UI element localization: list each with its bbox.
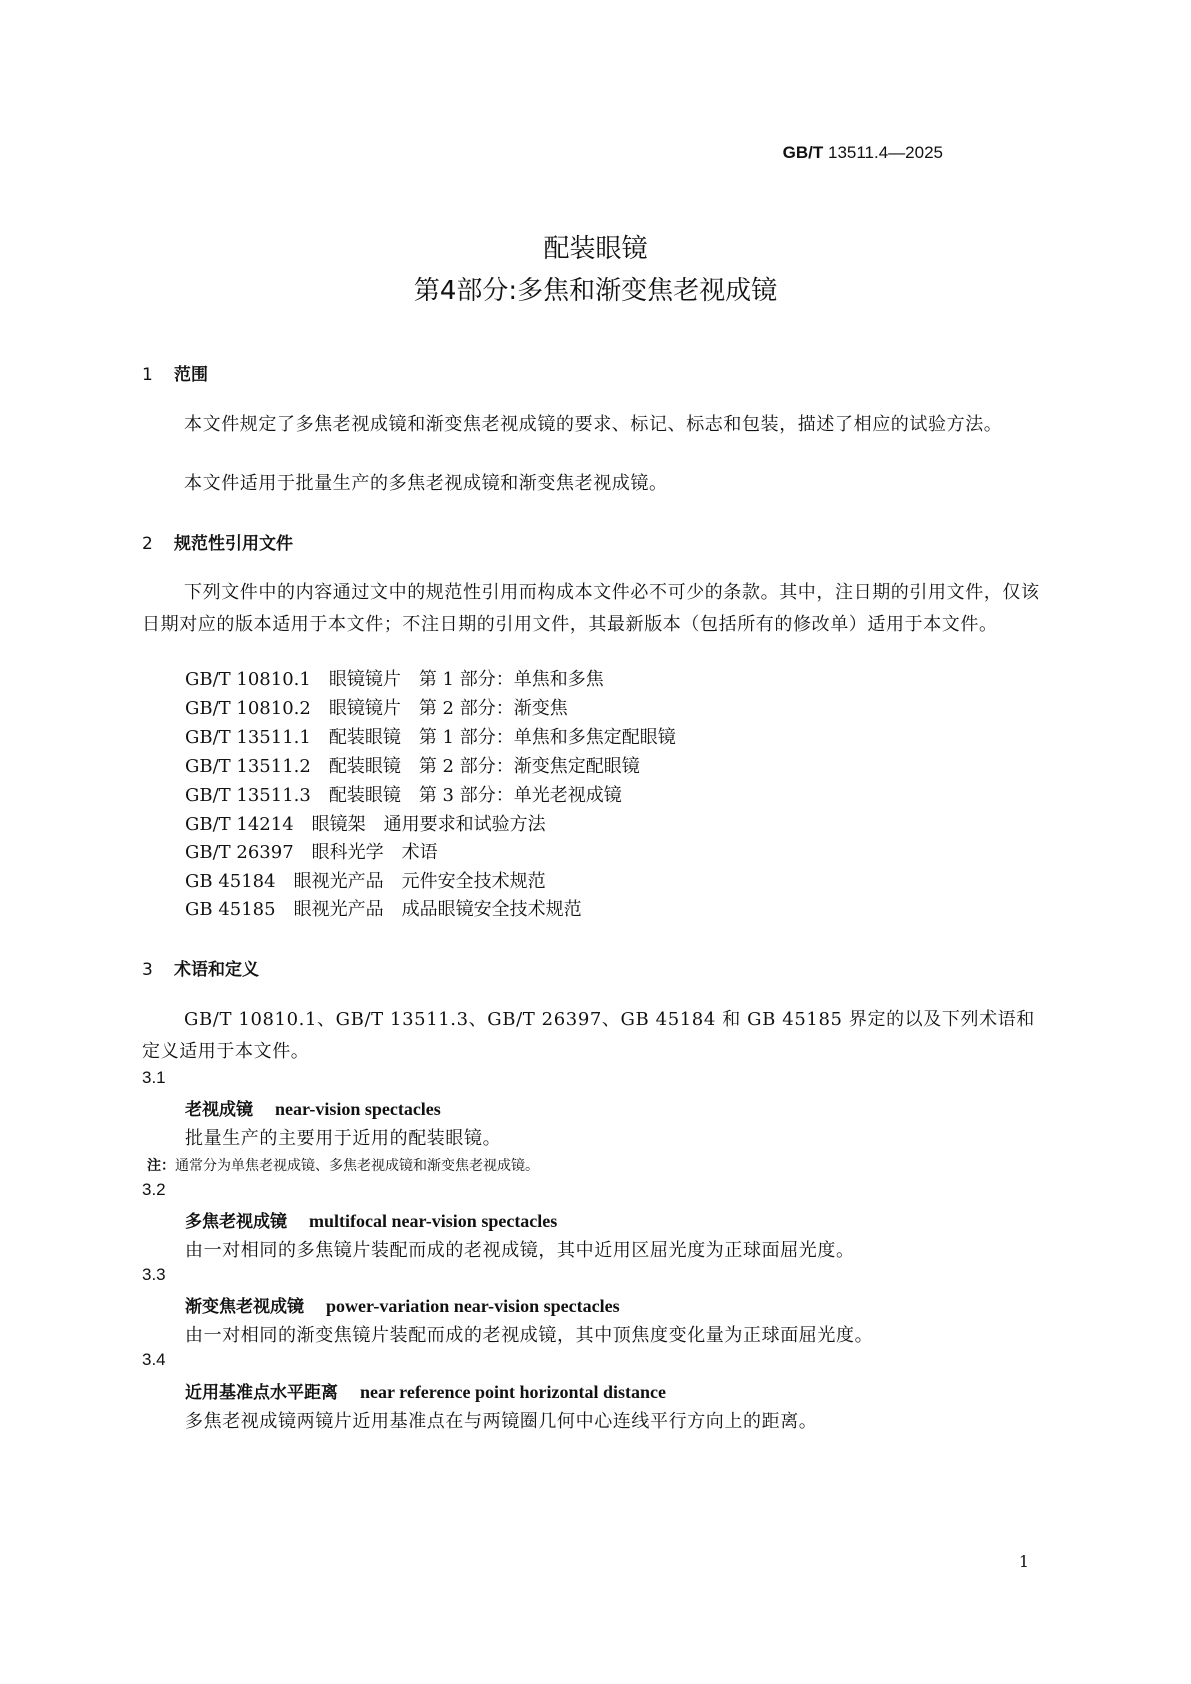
- term-note: [147, 1155, 539, 1175]
- term-number: 3.1: [142, 1068, 166, 1087]
- title-main: 配装眼镜: [543, 234, 648, 264]
- reference-item: GB/T 13511.3 配装眼镜 第 3 部分：单光老视成镜: [185, 785, 622, 806]
- reference-item: GB/T 10810.1 眼镜镜片 第 1 部分：单焦和多焦: [185, 669, 604, 690]
- reference-item: GB/T 13511.2 配装眼镜 第 2 部分：渐变焦定配眼镜: [185, 756, 640, 777]
- term-heading: [185, 1378, 666, 1403]
- section-1-heading: [142, 360, 208, 385]
- term-chinese: 渐变焦老视成镜: [185, 1297, 304, 1317]
- section-number: 3: [142, 960, 153, 980]
- reference-item: GB/T 10810.2 眼镜镜片 第 2 部分：渐变焦: [185, 698, 568, 719]
- term-english: multifocal near-vision spectacles: [309, 1211, 558, 1231]
- term-heading: [185, 1292, 620, 1317]
- reference-item: GB/T 14214 眼镜架 通用要求和试验方法: [185, 814, 546, 835]
- section-title: 规范性引用文件: [174, 534, 293, 554]
- term-definition: 由一对相同的多焦镜片装配而成的老视成镜，其中近用区屈光度为正球面屈光度。: [185, 1240, 855, 1261]
- page-number: 1: [1018, 1552, 1029, 1571]
- note-text: 通常分为单焦老视成镜、多焦老视成镜和渐变焦老视成镜。: [175, 1158, 539, 1174]
- term-definition: 多焦老视成镜两镜片近用基准点在与两镜圈几何中心连线平行方向上的距离。: [185, 1411, 818, 1432]
- reference-item: GB 45185 眼视光产品 成品眼镜安全技术规范: [185, 899, 582, 920]
- section-number: 1: [142, 365, 153, 385]
- term-heading: [185, 1207, 557, 1232]
- term-definition: 由一对相同的渐变焦镜片装配而成的老视成镜，其中顶焦度变化量为正球面屈光度。: [185, 1325, 874, 1346]
- section-3-heading: [142, 955, 259, 980]
- term-chinese: 多焦老视成镜: [185, 1212, 287, 1232]
- term-english: power-variation near-vision spectacles: [326, 1296, 620, 1316]
- scope-paragraph-2: 本文件适用于批量生产的多焦老视成镜和渐变焦老视成镜。: [184, 473, 668, 494]
- section-number: 2: [142, 534, 153, 554]
- term-heading: [185, 1095, 441, 1120]
- term-number: 3.2: [142, 1180, 166, 1199]
- title-part: 第4部分:多焦和渐变焦老视成镜: [413, 276, 778, 306]
- term-english: near reference point horizontal distance: [360, 1382, 666, 1402]
- reference-item: GB/T 13511.1 配装眼镜 第 1 部分：单焦和多焦定配眼镜: [185, 727, 676, 748]
- term-number: 3.4: [142, 1350, 166, 1369]
- section-2-heading: [142, 529, 293, 554]
- code-prefix: GB/T: [782, 143, 824, 162]
- section-title: 术语和定义: [174, 960, 259, 980]
- references-intro: 下列文件中的内容通过文中的规范性引用而构成本文件必不可少的条款。其中，注日期的引用文件，仅该日期对应的版本适用于本文件；不注日期的引用文件，其最新版本（包括所有的修改单）适用于本文件。: [142, 582, 1040, 635]
- term-definition: 批量生产的主要用于近用的配装眼镜。: [185, 1128, 502, 1149]
- code-number: 13511.4—2025: [827, 143, 943, 162]
- term-english: near-vision spectacles: [275, 1099, 441, 1119]
- term-chinese: 老视成镜: [185, 1100, 253, 1120]
- note-label: 注：: [147, 1158, 175, 1174]
- terms-intro: GB/T 10810.1、GB/T 13511.3、GB/T 26397、GB 45184 和 GB 45185 界定的以及下列术语和定义适用于本文件。: [142, 1009, 1035, 1062]
- scope-paragraph-1: 本文件规定了多焦老视成镜和渐变焦老视成镜的要求、标记、标志和包装，描述了相应的试验方法。: [184, 414, 1003, 435]
- document-code: [783, 143, 943, 163]
- reference-item: GB 45184 眼视光产品 元件安全技术规范: [185, 871, 546, 892]
- term-chinese: 近用基准点水平距离: [185, 1383, 338, 1403]
- reference-item: GB/T 26397 眼科光学 术语: [185, 842, 438, 863]
- term-number: 3.3: [142, 1265, 166, 1284]
- section-title: 范围: [174, 365, 208, 385]
